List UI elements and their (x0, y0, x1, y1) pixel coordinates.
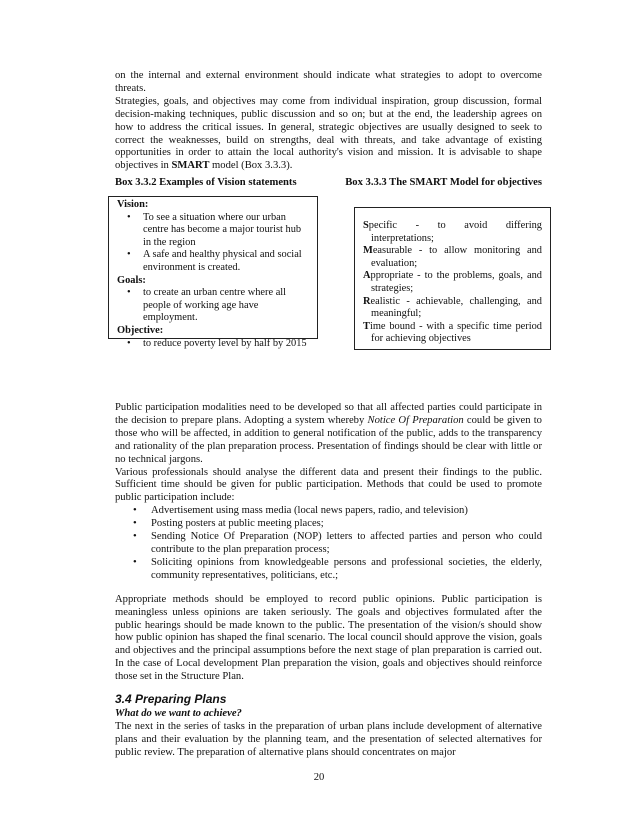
list-item (129, 518, 542, 531)
paragraph: The next in the series of tasks in the preparation of urban plans include development of alternative plans and their evaluation by the planning team, and the presentation of selected alternatives for public review. The preparation of alternative plans should concentrates on major (115, 720, 542, 758)
paragraph-text: Public participation modalities need to be developed so that all affected parties could participate in the decision to prepare plans. Adopting a system whereby (115, 402, 542, 426)
paragraph (115, 402, 542, 467)
list-item-text: Posting posters at public meeting places; (151, 518, 324, 530)
smart-letter: R (363, 295, 371, 307)
vision-statements-box (108, 196, 318, 349)
bullet-icon: • (133, 505, 137, 517)
smart-text: easurable - to allow monitoring and evaluation; (371, 245, 542, 269)
bullet-icon: • (127, 211, 131, 223)
smart-letter: A (363, 270, 371, 282)
smart-word: SMART (171, 160, 210, 172)
bullet-icon: • (127, 337, 131, 349)
paragraph: on the internal and external environment should indicate what strategies to adopt to overcome threats. (115, 70, 542, 94)
bullet-icon: • (127, 249, 131, 261)
list-item-text: to reduce poverty level by half by 2015 (143, 337, 307, 349)
participation-section (115, 402, 542, 760)
list-item-text: Sending Notice Of Preparation (NOP) letters to affected parties and person who could contribute to the plan preparation process; (151, 531, 542, 555)
smart-text: ppropriate - to the problems, goals, and strategies; (370, 270, 542, 294)
list-item (129, 557, 542, 583)
smart-text: ealistic - achievable, challenging, and meaningful; (370, 295, 542, 320)
list-item-text: Soliciting opinions from knowledgeable persons and professional societies, the elderly, community representatives, politicians, etc.; (151, 556, 542, 581)
list-item (117, 338, 309, 351)
smart-item-realistic (363, 296, 542, 321)
list-item-text: To see a situation where our urban centre has become a major tourist hub in the region (143, 211, 302, 248)
box-captions (115, 177, 542, 190)
paragraph: Various professionals should analyse the different data and present their findings to the public. Sufficient time should be given for public participation. Methods that could be used to promote public participation include: (115, 466, 542, 504)
objective-heading: Objective: (117, 324, 164, 336)
top-text (115, 70, 542, 190)
goals-list (117, 287, 309, 325)
objective-list (117, 338, 309, 351)
smart-item-appropriate (363, 270, 542, 295)
list-item (117, 212, 309, 250)
section-subheading: What do we want to achieve? (115, 708, 242, 720)
smart-model-box (354, 207, 551, 350)
list-item-text: to create an urban centre where all people of working age have employment. (143, 287, 287, 324)
model-ref: model (Box 3.3.3). (209, 160, 293, 172)
smart-text: ime bound - with a specific time period for achieving objectives (369, 320, 542, 345)
smart-item-timebound (363, 321, 542, 346)
bullet-icon: • (133, 556, 137, 568)
section-heading: 3.4 Preparing Plans (115, 692, 227, 707)
paragraph-text: could be given to those who will be affected, in addition to general notification of the public, adds to the transparency and rationality of the plan preparation process. Presentation of findings should be clear with little or no technical jargons. (115, 414, 542, 465)
vision-list (117, 212, 309, 275)
paragraph (115, 96, 542, 173)
paragraph-text: Strategies, goals, and objectives may come from individual inspiration, group discussion, formal decision-making techniques, public discussion and so on; but at the end, the leadership agrees on how to address the critical issues. In general, strategic objectives are usually designed to seek to correct the weaknesses, build on strengths, deal with threats, and take advantage of existing opportunities in order to attain the local authority's vision and mission. It is advisable to shape objectives in (115, 95, 542, 172)
list-item (117, 287, 309, 325)
smart-letter: T (363, 320, 370, 332)
paragraph: Appropriate methods should be employed to record public opinions. Public participation is meaningless unless opinions are taken seriously. The goals and objectives formulated after the public hearings should be made known to the public. The presentation of the vision/s should show how public opinion has shaped the final scenario. The local council should approve the vision, goals and objectives and the principal assumptions before the next stage of plan preparation is carried out. In the case of Local development Plan preparation the vision, goals and objectives should reinforce those set in the Structure Plan. (115, 593, 542, 683)
smart-item-measurable (363, 245, 542, 270)
page-number: 20 (313, 772, 325, 783)
nop-term: Notice Of Preparation (367, 414, 464, 426)
smart-item-specific (363, 220, 542, 245)
box-right-caption: Box 3.3.3 The SMART Model for objectives (345, 177, 542, 189)
smart-letter: M (363, 245, 373, 257)
bullet-icon: • (133, 518, 137, 530)
box-left-caption: Box 3.3.2 Examples of Vision statements (115, 177, 297, 189)
list-item (129, 531, 542, 557)
goals-heading: Goals: (117, 274, 146, 286)
vision-heading: Vision: (117, 199, 149, 210)
participation-methods-list (115, 505, 542, 582)
list-item-text: A safe and healthy physical and social environment is created. (143, 249, 302, 273)
list-item (117, 249, 309, 274)
list-item (129, 505, 542, 518)
bullet-icon: • (133, 531, 137, 543)
bullet-icon: • (127, 287, 131, 299)
smart-letter: S (363, 220, 369, 231)
list-item-text: Advertisement using mass media (local news papers, radio, and television) (151, 505, 468, 517)
smart-text: pecific - to avoid differing interpretations; (368, 220, 542, 244)
